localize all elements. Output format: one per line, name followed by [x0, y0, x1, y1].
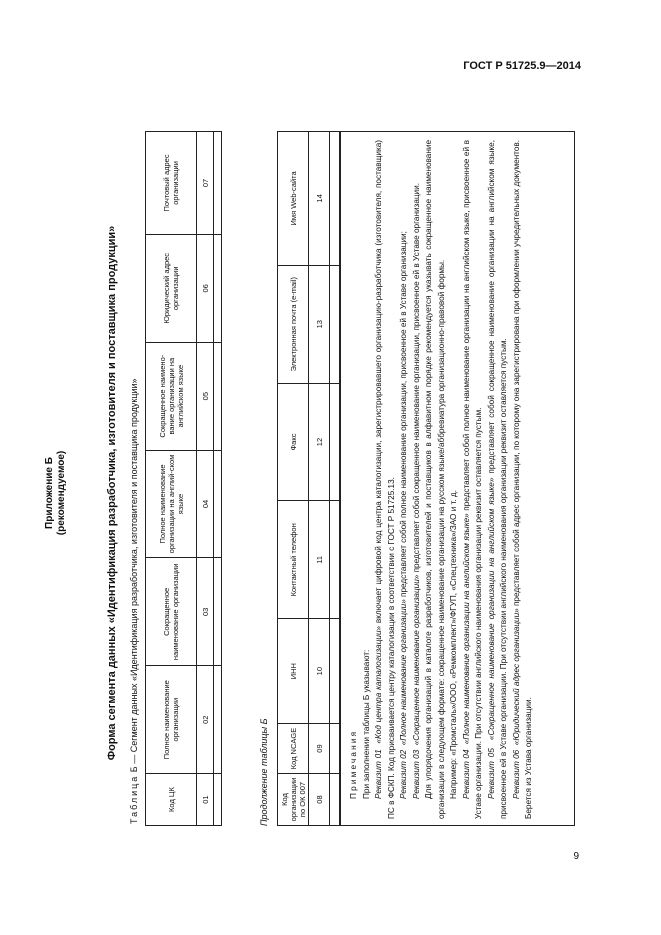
- table1-header-cell: Полное наименование организации: [146, 666, 197, 774]
- table1-caption-prefix: Таблица: [129, 774, 139, 824]
- main-title: Форма сегмента данных «Идентификация разработчика, изготовителя и поставщика продукции»: [106, 225, 118, 761]
- rotated-appendix-page: [40, 120, 585, 866]
- table1-number-cell: 05: [197, 342, 214, 450]
- table1-number-cell: 06: [197, 234, 214, 342]
- table1-header-cell: Код ЦК: [146, 774, 197, 826]
- table1-number-cell: 02: [197, 666, 214, 774]
- note-r03: Реквизит 03 «Сокращенное наименование организации» представляет собой сокращенное наименование организации, присвоенное ей в Уставе организации.: [411, 183, 421, 799]
- table2-header-cell: Факс: [278, 383, 309, 501]
- notes-box: [339, 131, 575, 826]
- table2-header-cell: Контактный телефон: [278, 501, 309, 619]
- table-continuation-label: Продолжение таблицы Б: [259, 718, 269, 826]
- table2-number-cell: 08: [309, 774, 330, 826]
- table2-number-cell: 09: [309, 724, 330, 774]
- document-header: ГОСТ Р 51725.9—2014: [463, 60, 581, 72]
- table1-header-cell: Сокращенное наимено-вание организации на английском языке: [146, 342, 197, 450]
- table1-number-cell: 07: [197, 132, 214, 235]
- notes-title: Примечания: [349, 729, 358, 799]
- table1-header-cell: Полное наименование организации на англий-ском языке: [146, 450, 197, 558]
- note-r05: Реквизит 05 «Сокращенное наименование организации на английском языке» представляет собой сокращенное наименование организации на английском языке, присвоенное ей в Уставе организации. При отсутствии английского наименования организации реквизит оставляется пустым.: [486, 140, 508, 819]
- table2-number-cell: 14: [309, 132, 330, 266]
- table1-header-cell: Почтовый адрес организации: [146, 132, 197, 235]
- table1-number-cell: 03: [197, 558, 214, 666]
- table1: [145, 131, 222, 826]
- table1-number-row: [197, 132, 214, 826]
- table2-number-cell: 11: [309, 501, 330, 619]
- table1-empty-row: [214, 132, 222, 826]
- table2-header-cell: Код NCAGE: [278, 724, 309, 774]
- table1-header-cell: Сокращенное наименование организации: [146, 558, 197, 666]
- table2-number-cell: 12: [309, 383, 330, 501]
- table2-header-cell: Код организации по ОК 007: [278, 774, 309, 826]
- note-ordering: Для упорядочения организаций в каталоге разработчиков, изготовителей и поставщиков в алфавитном порядке рекомендуется указывать сокращенное наименование организации в следующем формате: сокращенное наименование организации на русском языке/аббревиатура организационно-правовой формы.: [424, 140, 446, 819]
- table2: [277, 131, 341, 826]
- appendix-heading: [44, 120, 68, 866]
- table1-caption-text: Б — Сегмент данных «Идентификация разработчика, изготовителя и поставщика продукции»: [129, 378, 139, 773]
- appendix-subtitle: (рекомендуемое): [56, 450, 67, 536]
- table2-header-cell: ИНН: [278, 619, 309, 724]
- notes-intro: При заполнении таблицы Б указывают:: [361, 649, 371, 799]
- note-example: Например: «Промсталь»/ООО, «Ремкомплект»/ФГУП, «Спецтехника»/ЗАО и т. д.: [449, 490, 458, 799]
- table1-number-cell: 04: [197, 450, 214, 558]
- table2-header-row: [278, 132, 309, 826]
- table1-caption: [129, 378, 139, 824]
- table1-number-cell: 01: [197, 774, 214, 826]
- page-number: 9: [573, 851, 579, 862]
- table2-number-cell: 10: [309, 619, 330, 724]
- note-r04: Реквизит 04 «Полное наименование организации на английском языке» представляет собой полное наименование организации на английском языке, присвоенное ей в Уставе организации. При отсутствии английского наименования организации реквизит оставляется пустым.: [461, 140, 483, 819]
- table2-number-row: [309, 132, 330, 826]
- table1-header-row: [146, 132, 197, 826]
- table1-header-cell: Юридический адрес организации: [146, 234, 197, 342]
- table2-header-cell: Имя Web-сайта: [278, 132, 309, 266]
- note-r01: Реквизит 01 «Код центра каталогизации» включает цифровой код центра каталогизации, зарегистрировавшего организацию-разработчика (изготовителя, поставщика) ПС в ФСКП. Код присваивается центру каталогизации в соответствии с ГОСТ Р 51725.13.: [374, 140, 396, 819]
- appendix-title: Приложение Б: [44, 457, 55, 529]
- note-r02: Реквизит 02 «Полное наименование организации» представляет собой полное наименование организации, присвоенное ей в Уставе организации;: [399, 231, 408, 799]
- table2-header-cell: Электронная почта (e-mail): [278, 265, 309, 383]
- note-r06: Реквизит 06 «Юридический адрес организации» представляет собой адрес организации, по которому она зарегистрирована при оформлении учредительных документов. Берется из Устава организации.: [511, 140, 533, 819]
- table2-number-cell: 13: [309, 265, 330, 383]
